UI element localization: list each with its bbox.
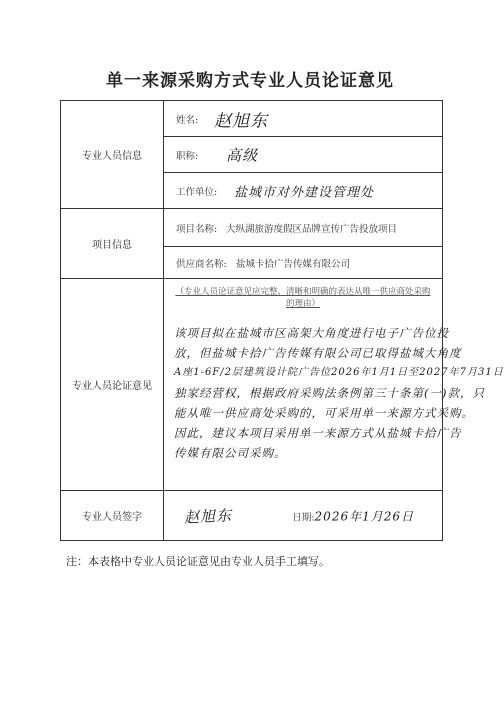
title-row [164, 137, 443, 173]
opinion-line: 因此，建议本项目采用单一来源方式从盐城卡拾广告 [174, 426, 462, 440]
expert-info-label: 专业人员信息 [61, 101, 164, 209]
supplier-row [164, 247, 443, 279]
justification-form [60, 100, 504, 541]
project-name-label: 项目名称: [176, 223, 218, 235]
signature-cell [164, 491, 443, 541]
opinion-line: 传媒有限公司采购。 [174, 446, 287, 460]
job-title-value[interactable]: 高级 [226, 146, 259, 164]
opinion-line: 独家经营权，根据政府采购法条例第三十条第(一)款，只 [174, 386, 485, 400]
opinion-line: 该项目拟在盐城市区高架大角度进行电子广告位投 [174, 326, 449, 340]
opinion-cell[interactable] [164, 279, 504, 491]
project-name-value: 大纵湖旅游度假区品牌宣传广告投放项目 [226, 223, 398, 235]
opinion-hint: （专业人员论证意见应完整、清晰和明确的表达从唯一供应商处采购的理由） [175, 287, 431, 309]
workplace-row [164, 173, 443, 209]
project-info-label: 项目信息 [61, 209, 164, 279]
supplier-label: 供应商名称: [176, 258, 227, 270]
opinion-label: 专业人员论证意见 [61, 279, 164, 491]
opinion-line: A座1-6F/2层建筑设计院广告位2026年1月1日至2027年7月31日 [174, 367, 504, 378]
opinion-text[interactable] [174, 323, 504, 463]
footnote: 注：本表格中专业人员论证意见由专业人员手工填写。 [66, 555, 330, 568]
name-label: 姓名: [176, 114, 199, 126]
job-title-label: 职称: [176, 150, 199, 162]
opinion-line: 放，但盐城卡拾广告传媒有限公司已取得盐城大角度 [174, 346, 462, 360]
date-field[interactable] [292, 507, 414, 524]
name-row [164, 101, 443, 137]
signature-value[interactable]: 赵旭东 [183, 505, 233, 527]
workplace-value[interactable]: 盐城市对外建设管理处 [234, 185, 375, 200]
opinion-line: 能从唯一供应商处采购的，可采用单一来源方式采购。 [174, 406, 474, 420]
page-title: 单一来源采购方式专业人员论证意见 [106, 71, 394, 91]
date-value: 2026年1月26日 [314, 509, 414, 523]
workplace-label: 工作单位: [176, 186, 218, 198]
name-value[interactable]: 赵旭东 [214, 111, 268, 131]
signature-label: 专业人员签字 [61, 491, 164, 541]
date-label: 日期: [292, 512, 315, 523]
project-row [164, 209, 443, 247]
supplier-value: 盐城卡拾广告传媒有限公司 [236, 258, 351, 270]
